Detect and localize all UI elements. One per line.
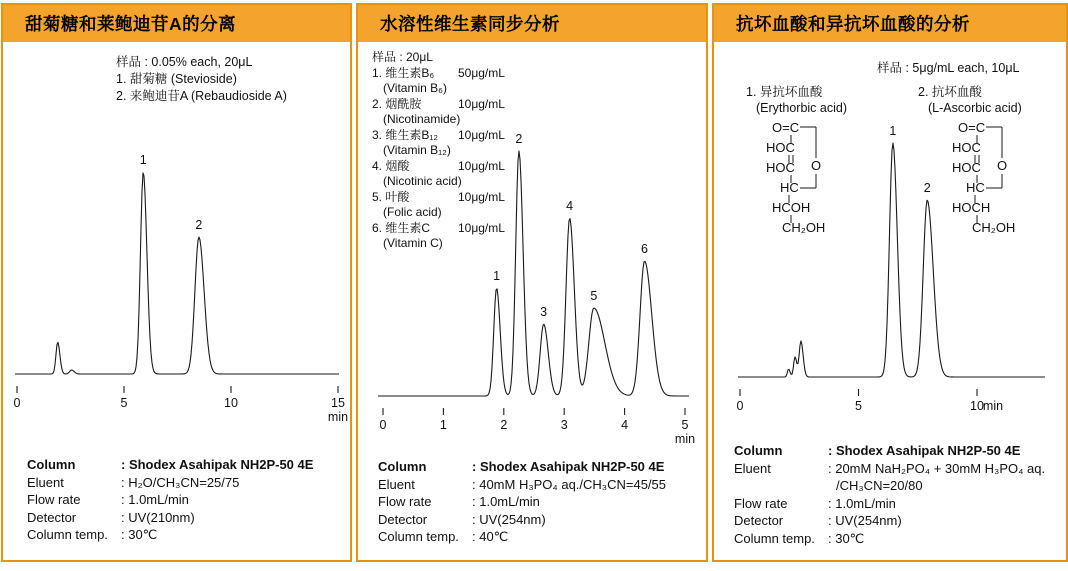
peak-label: 2	[195, 218, 203, 232]
panel-body	[714, 42, 1066, 562]
analyte-name-cn: 1. 异抗坏血酸	[746, 85, 823, 99]
vitamin-concentration: 10μg/mL	[458, 190, 505, 204]
panel-body	[358, 42, 706, 562]
chromatogram-trace	[15, 173, 339, 374]
vitamin-name-en: (Nicotinamide)	[383, 112, 461, 126]
panel-title: 水溶性维生素同步分析	[380, 14, 560, 34]
x-axis-tick-label: 10	[970, 399, 984, 413]
condition-value: : Shodex Asahipak NH2P-50 4E	[828, 443, 1021, 458]
condition-row	[378, 458, 666, 476]
condition-label: Column temp.	[734, 530, 815, 546]
analyte-name-en: (Erythorbic acid)	[756, 101, 847, 115]
condition-value: : 30℃	[121, 527, 158, 542]
condition-row	[734, 530, 1045, 548]
condition-label: Eluent	[27, 474, 64, 490]
x-axis-unit-label: min	[674, 432, 696, 446]
vitamin-concentration: 10μg/mL	[458, 97, 505, 111]
condition-row	[734, 460, 1045, 495]
condition-value: : UV(254nm)	[472, 511, 546, 527]
x-axis-tick-label: 0	[736, 399, 744, 413]
condition-value: : 1.0mL/min	[121, 492, 189, 507]
condition-row	[27, 491, 313, 509]
panel-header	[714, 5, 1066, 42]
vitamin-concentration: 50μg/mL	[458, 66, 505, 80]
chromatogram	[718, 120, 1058, 440]
peak-label: 1	[889, 124, 897, 138]
x-axis-unit-label: min	[327, 410, 349, 424]
panel-title: 甜菊糖和莱鲍迪苷A的分离	[25, 14, 237, 34]
x-axis-tick-label: 3	[560, 418, 568, 432]
structure-ring-oxygen: O	[810, 158, 822, 173]
vitamin-name: 4. 烟酸	[372, 159, 410, 173]
x-axis-tick-label: 0	[13, 396, 21, 410]
x-axis-tick-label: 10	[224, 396, 238, 410]
vitamin-name-en: (Vitamin C)	[383, 236, 443, 250]
vitamin-concentration: 10μg/mL	[458, 221, 505, 235]
sample-info	[116, 54, 287, 105]
x-axis-tick-label: 5	[120, 396, 128, 410]
structure-atom-row: O=C	[958, 120, 986, 135]
peak-label: 4	[566, 199, 574, 213]
condition-label: Detector	[378, 511, 428, 527]
condition-label: Flow rate	[378, 494, 432, 509]
vitamin-concentration: 10μg/mL	[458, 159, 505, 173]
vitamin-name: 1. 维生素B₆	[372, 66, 435, 80]
condition-value	[828, 460, 1045, 495]
vitamin-name: 5. 叶酸	[372, 190, 410, 204]
condition-row	[27, 526, 313, 544]
structure-atom-row: O=C	[772, 120, 800, 135]
vitamin-row	[372, 66, 505, 81]
condition-label: Eluent	[734, 460, 771, 476]
analyte-line: 2. 来鲍迪苷A (Rebaudioside A)	[116, 89, 287, 103]
structure-atom-row: HCOH	[772, 200, 811, 215]
structure-atom-row: HOC	[952, 160, 981, 175]
x-axis-tick-label: 5	[855, 399, 862, 413]
analyte-label	[746, 84, 847, 116]
vitamin-name-en: (Folic acid)	[383, 205, 442, 219]
analyte-name-en: (L-Ascorbic acid)	[928, 101, 1022, 115]
sample-heading: 样品 : 5μg/mL each, 10μL	[877, 61, 1020, 75]
vitamin-name-en: (Vitamin B₆)	[383, 81, 447, 95]
chromatogram	[362, 120, 702, 446]
condition-label: Column	[27, 457, 76, 472]
condition-row	[378, 493, 666, 511]
structure-atom-row: HOC	[766, 140, 795, 155]
structure-atom-row: HOCH	[952, 200, 991, 215]
condition-value: : Shodex Asahipak NH2P-50 4E	[121, 457, 314, 472]
vitamin-item	[372, 66, 505, 96]
condition-value: : 1.0mL/min	[472, 494, 540, 509]
condition-value: : 40℃	[472, 529, 509, 544]
structure-atom-row: HOC	[952, 140, 981, 155]
condition-value-line: : 20mM NaH₂PO₄ + 30mM H₃PO₄ aq.	[828, 460, 1046, 476]
chromatogram-trace	[738, 143, 1045, 377]
vitamin-name: 3. 维生素B₁₂	[372, 128, 439, 142]
condition-row	[734, 512, 1045, 530]
condition-row	[27, 509, 313, 527]
condition-label: Detector	[734, 513, 784, 528]
panel-title: 抗坏血酸和异抗坏血酸的分析	[736, 14, 970, 34]
chromatogram	[7, 120, 347, 440]
vitamin-row	[372, 97, 505, 112]
x-axis-tick-label: 4	[621, 418, 629, 432]
panel-body	[3, 42, 350, 562]
condition-row	[27, 456, 313, 474]
condition-value: : 1.0mL/min	[828, 495, 896, 511]
structure-atom-row: HC	[966, 180, 985, 195]
structure-atom-row: CH₂OH	[972, 220, 1016, 235]
analyte-label	[918, 84, 1022, 116]
x-axis-tick-label: 15	[331, 396, 345, 410]
condition-row	[378, 476, 666, 494]
condition-label: Column temp.	[378, 529, 459, 544]
condition-label: Column temp.	[27, 527, 108, 542]
x-axis-tick-label: 1	[439, 418, 447, 432]
analyte-line: 1. 甜菊糖 (Stevioside)	[116, 72, 237, 86]
sample-heading: 样品 : 0.05% each, 20μL	[116, 55, 253, 69]
condition-value: : UV(210nm)	[121, 509, 195, 525]
condition-value: : Shodex Asahipak NH2P-50 4E	[472, 459, 665, 474]
analyte-list	[116, 71, 287, 105]
peak-label: 1	[139, 153, 147, 167]
vitamin-name: 2. 烟酰胺	[372, 97, 422, 111]
condition-label: Column	[378, 459, 427, 474]
structure-ring-oxygen: O	[996, 158, 1008, 173]
panel-stevioside	[1, 3, 352, 562]
condition-value-line: /CH₃CN=20/80	[836, 478, 923, 493]
condition-label: Column	[734, 443, 783, 458]
condition-value: : 40mM H₃PO₄ aq./CH₃CN=45/55	[472, 476, 666, 492]
condition-row	[378, 511, 666, 529]
vitamin-name-en: (Nicotinic acid)	[383, 174, 462, 188]
peak-label: 2	[515, 132, 523, 146]
vitamin-name-en: (Vitamin B₁₂)	[383, 143, 451, 157]
condition-label: Flow rate	[27, 492, 81, 507]
panel-ascorbic	[712, 3, 1068, 562]
condition-label: Detector	[27, 509, 77, 525]
panel-vitamins	[356, 3, 708, 562]
vitamin-concentration: 10μg/mL	[458, 128, 505, 142]
condition-row	[734, 495, 1045, 513]
condition-value: : 30℃	[828, 530, 865, 546]
condition-value: : UV(254nm)	[828, 513, 902, 528]
peak-label: 5	[590, 289, 598, 303]
x-axis-tick-label: 0	[379, 418, 387, 432]
sample-heading: 样品 : 20μL	[372, 50, 433, 64]
structure-atom-row: CH₂OH	[782, 220, 826, 235]
condition-row	[734, 442, 1045, 460]
condition-row	[378, 528, 666, 546]
condition-label: Flow rate	[734, 495, 788, 511]
vitamin-name: 6. 维生素C	[372, 221, 431, 235]
peak-label: 1	[493, 269, 501, 283]
conditions-table	[27, 456, 313, 544]
chromatogram-trace	[378, 151, 689, 396]
panel-header	[358, 5, 706, 42]
panel-header	[3, 5, 350, 42]
x-axis-tick-label: 2	[500, 418, 508, 432]
structure-atom-row: HC	[780, 180, 799, 195]
conditions-table	[734, 442, 1045, 547]
structure-atom-row: HOC	[766, 160, 795, 175]
x-axis-tick-label: 5	[681, 418, 689, 432]
peak-label: 2	[923, 181, 931, 195]
condition-value: : H₂O/CH₃CN=25/75	[121, 474, 240, 490]
condition-label: Eluent	[378, 476, 415, 492]
analyte-name-cn: 2. 抗坏血酸	[918, 85, 982, 99]
peak-label: 3	[540, 305, 548, 319]
condition-row	[27, 474, 313, 492]
conditions-table	[378, 458, 666, 546]
x-axis-unit-label: min	[982, 399, 1004, 413]
peak-label: 6	[641, 242, 649, 256]
